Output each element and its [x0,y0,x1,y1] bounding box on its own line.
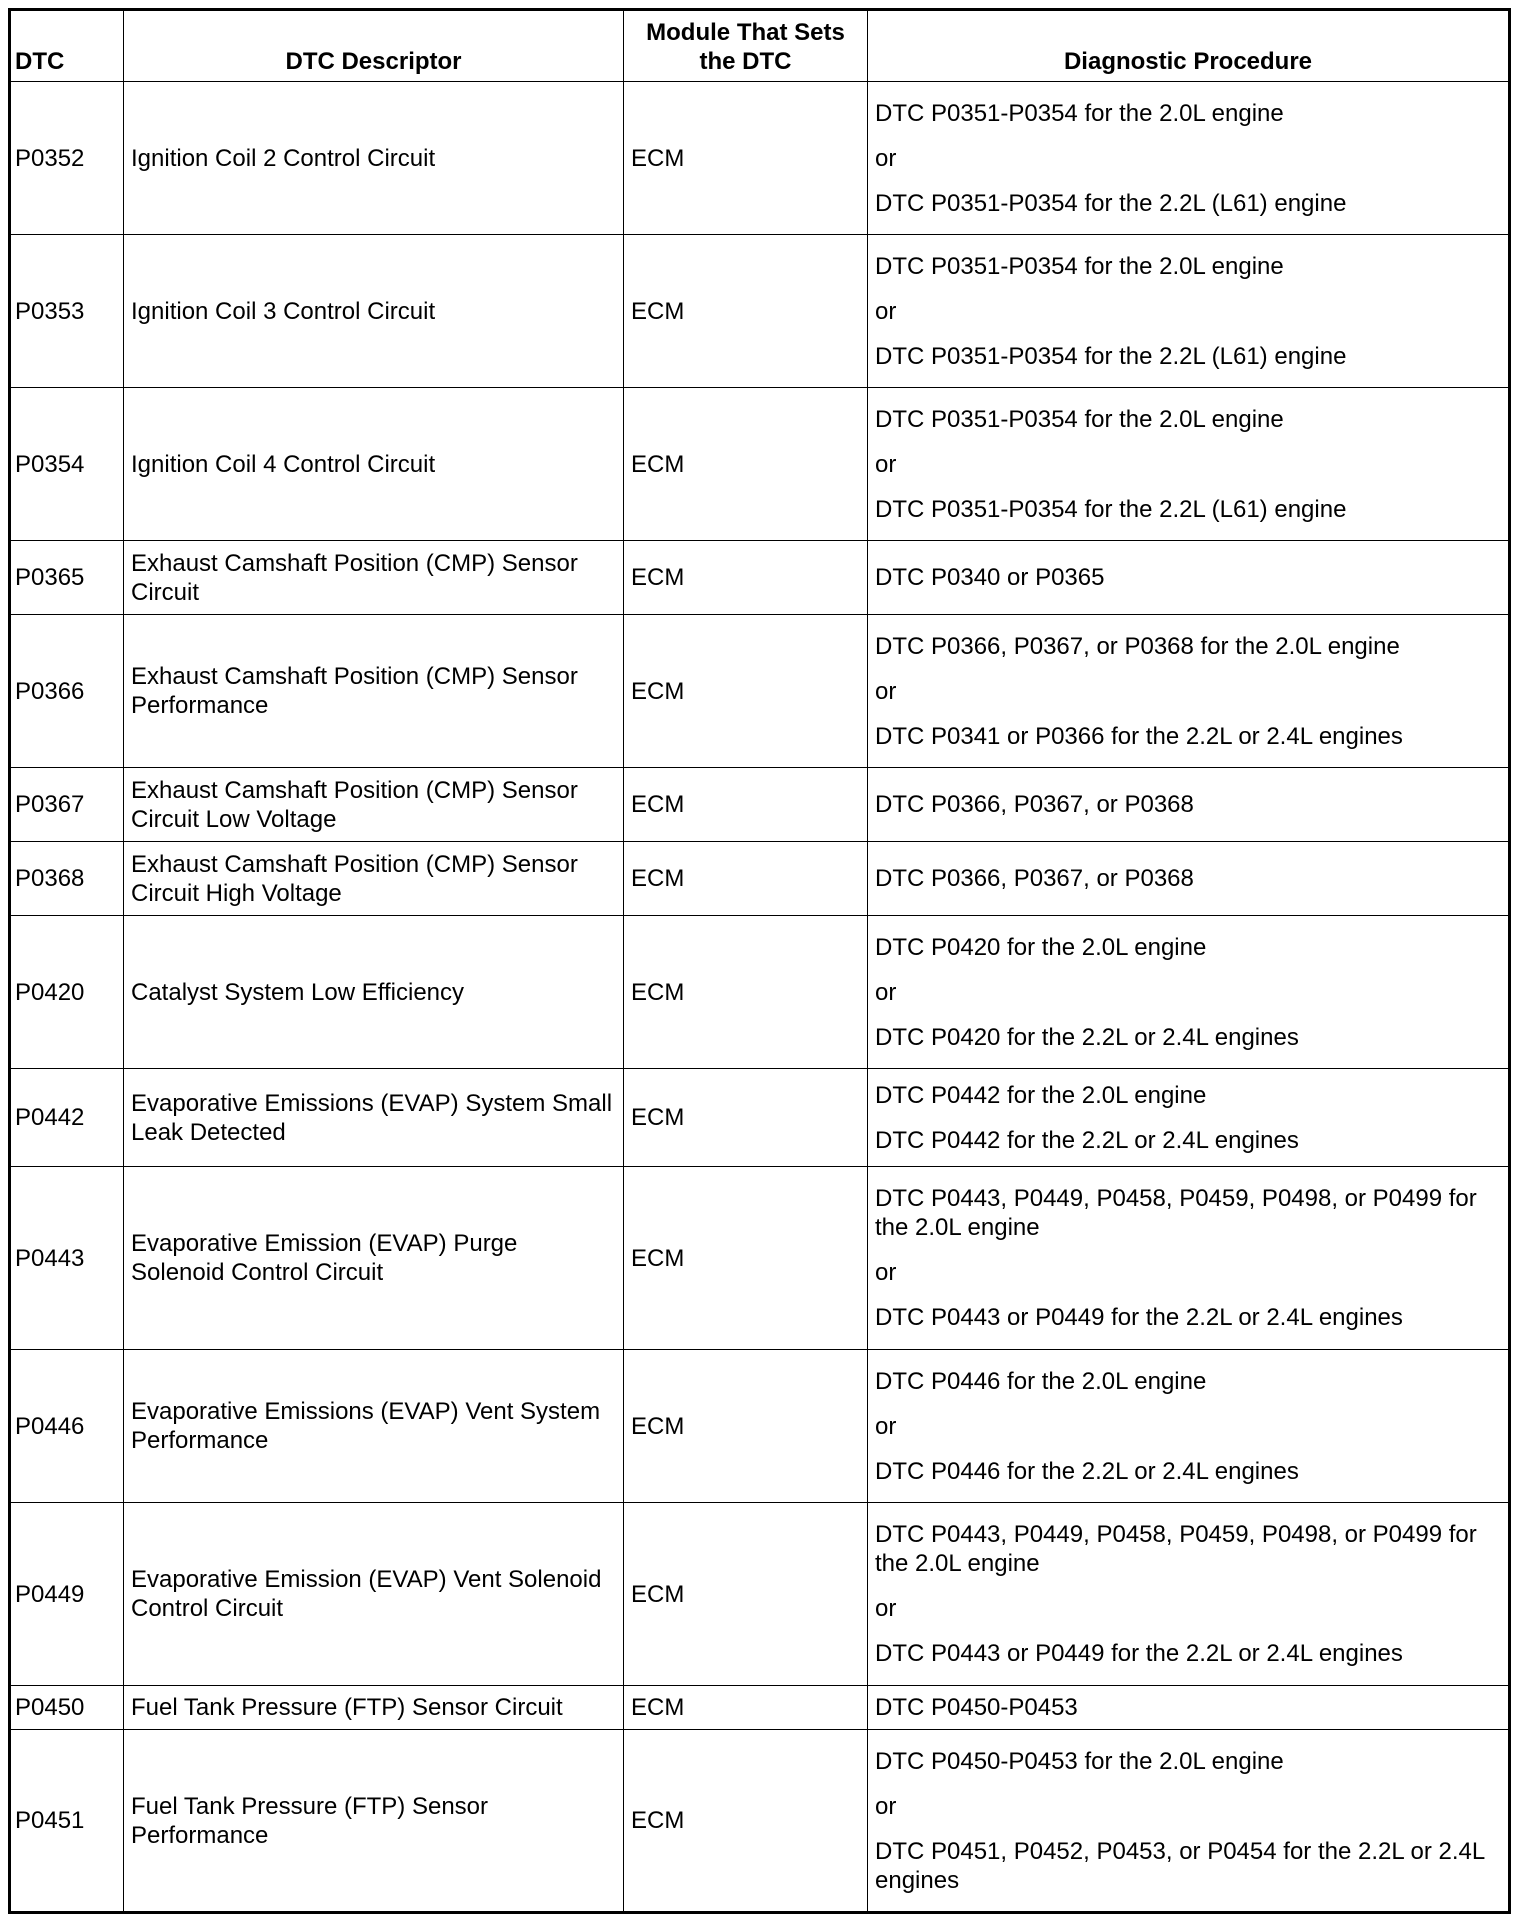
procedure-line: or [875,1595,897,1622]
module-cell: ECM [624,842,868,916]
procedure-line: DTC P0446 for the 2.0L engine [875,1367,1207,1395]
dtc-code-cell: P0442 [10,1069,124,1167]
module-cell: ECM [624,1350,868,1503]
dtc-descriptor-cell: Fuel Tank Pressure (FTP) Sensor Performance [124,1730,624,1913]
dtc-table [8,8,1511,1914]
procedure-line: DTC P0420 for the 2.0L engine [875,933,1207,961]
procedure-line: DTC P0351-P0354 for the 2.2L (L61) engine [875,189,1347,217]
header-procedure: Diagnostic Procedure [868,10,1510,82]
table-row [10,82,1510,235]
table-row [10,1350,1510,1503]
dtc-descriptor-cell: Evaporative Emission (EVAP) Vent Solenoid Control Circuit [124,1503,624,1686]
table-row [10,1167,1510,1350]
diagnostic-procedure-cell [868,82,1510,235]
module-cell: ECM [624,388,868,541]
procedure-line: DTC P0442 for the 2.0L engine [875,1081,1207,1109]
procedure-line: DTC P0351-P0354 for the 2.2L (L61) engine [875,342,1347,370]
table-row [10,1686,1510,1730]
dtc-descriptor-cell: Exhaust Camshaft Position (CMP) Sensor Circuit [124,541,624,615]
dtc-descriptor-cell: Exhaust Camshaft Position (CMP) Sensor Circuit High Voltage [124,842,624,916]
dtc-code-cell: P0446 [10,1350,124,1503]
procedure-line: DTC P0443, P0449, P0458, P0459, P0498, or P0499 for the 2.0L engine [875,1185,1477,1241]
procedure-line: DTC P0443 or P0449 for the 2.2L or 2.4L engines [875,1304,1403,1331]
diagnostic-procedure-cell [868,388,1510,541]
dtc-descriptor-cell: Fuel Tank Pressure (FTP) Sensor Circuit [124,1686,624,1730]
dtc-code-cell: P0365 [10,541,124,615]
module-cell: ECM [624,615,868,768]
table-row [10,1730,1510,1913]
table-row [10,615,1510,768]
header-dtc: DTC [10,10,124,82]
procedure-line: DTC P0450-P0453 for the 2.0L engine [875,1747,1284,1775]
diagnostic-procedure-cell [868,235,1510,388]
procedure-line: or [875,1259,897,1286]
procedure-line: or [875,297,897,325]
procedure-line: DTC P0351-P0354 for the 2.0L engine [875,405,1284,433]
dtc-code-cell: P0366 [10,615,124,768]
procedure-line: or [875,978,897,1006]
table-row [10,916,1510,1069]
procedure-line: DTC P0443 or P0449 for the 2.2L or 2.4L engines [875,1640,1403,1667]
dtc-descriptor-cell: Ignition Coil 2 Control Circuit [124,82,624,235]
dtc-code-cell: P0420 [10,916,124,1069]
procedure-line: DTC P0351-P0354 for the 2.0L engine [875,252,1284,280]
table-header-row [10,10,1510,82]
procedure-line: DTC P0451, P0452, P0453, or P0454 for the 2.2L or 2.4L engines [875,1837,1485,1894]
diagnostic-procedure-cell [868,1350,1510,1503]
table-row [10,541,1510,615]
diagnostic-procedure-cell [868,842,1510,916]
dtc-code-cell: P0449 [10,1503,124,1686]
diagnostic-procedure-cell [868,916,1510,1069]
procedure-line: DTC P0446 for the 2.2L or 2.4L engines [875,1457,1299,1485]
procedure-line: or [875,144,897,172]
procedure-line: DTC P0351-P0354 for the 2.2L (L61) engine [875,495,1347,523]
table-row [10,1503,1510,1686]
procedure-line: DTC P0366, P0367, or P0368 for the 2.0L engine [875,632,1400,660]
module-cell: ECM [624,916,868,1069]
table-body [10,82,1510,1913]
procedure-line: DTC P0443, P0449, P0458, P0459, P0498, or P0499 for the 2.0L engine [875,1521,1477,1577]
dtc-descriptor-cell: Evaporative Emissions (EVAP) System Small Leak Detected [124,1069,624,1167]
diagnostic-procedure-cell [868,1167,1510,1350]
module-cell: ECM [624,235,868,388]
table-row [10,1069,1510,1167]
dtc-descriptor-cell: Evaporative Emission (EVAP) Purge Solenoid Control Circuit [124,1167,624,1350]
diagnostic-procedure-cell [868,541,1510,615]
procedure-line: or [875,450,897,478]
module-cell: ECM [624,541,868,615]
dtc-code-cell: P0354 [10,388,124,541]
module-cell: ECM [624,1167,868,1350]
procedure-line: DTC P0450-P0453 [875,1694,1078,1721]
header-module: Module That Sets the DTC [624,10,868,82]
module-cell: ECM [624,82,868,235]
dtc-code-cell: P0368 [10,842,124,916]
dtc-code-cell: P0450 [10,1686,124,1730]
module-cell: ECM [624,1730,868,1913]
dtc-code-cell: P0353 [10,235,124,388]
diagnostic-procedure-cell [868,1686,1510,1730]
header-descriptor: DTC Descriptor [124,10,624,82]
diagnostic-procedure-cell [868,768,1510,842]
table-row [10,235,1510,388]
procedure-line: DTC P0366, P0367, or P0368 [875,865,1194,892]
diagnostic-procedure-cell [868,1503,1510,1686]
diagnostic-procedure-cell [868,1069,1510,1167]
table-row [10,388,1510,541]
module-cell: ECM [624,1503,868,1686]
procedure-line: or [875,1792,897,1820]
dtc-descriptor-cell: Ignition Coil 4 Control Circuit [124,388,624,541]
dtc-descriptor-cell: Exhaust Camshaft Position (CMP) Sensor Performance [124,615,624,768]
module-cell: ECM [624,1686,868,1730]
procedure-line: DTC P0442 for the 2.2L or 2.4L engines [875,1126,1299,1154]
procedure-line: or [875,677,897,705]
module-cell: ECM [624,768,868,842]
dtc-descriptor-cell: Ignition Coil 3 Control Circuit [124,235,624,388]
procedure-line: or [875,1412,897,1440]
procedure-line: DTC P0340 or P0365 [875,564,1105,591]
module-cell: ECM [624,1069,868,1167]
procedure-line: DTC P0351-P0354 for the 2.0L engine [875,99,1284,127]
dtc-descriptor-cell: Exhaust Camshaft Position (CMP) Sensor Circuit Low Voltage [124,768,624,842]
procedure-line: DTC P0366, P0367, or P0368 [875,791,1194,818]
table-row [10,842,1510,916]
dtc-code-cell: P0352 [10,82,124,235]
dtc-descriptor-cell: Evaporative Emissions (EVAP) Vent System Performance [124,1350,624,1503]
diagnostic-procedure-cell [868,615,1510,768]
dtc-code-cell: P0367 [10,768,124,842]
procedure-line: DTC P0341 or P0366 for the 2.2L or 2.4L engines [875,722,1403,750]
diagnostic-procedure-cell [868,1730,1510,1913]
procedure-line: DTC P0420 for the 2.2L or 2.4L engines [875,1023,1299,1051]
dtc-code-cell: P0451 [10,1730,124,1913]
table-row [10,768,1510,842]
dtc-code-cell: P0443 [10,1167,124,1350]
dtc-descriptor-cell: Catalyst System Low Efficiency [124,916,624,1069]
